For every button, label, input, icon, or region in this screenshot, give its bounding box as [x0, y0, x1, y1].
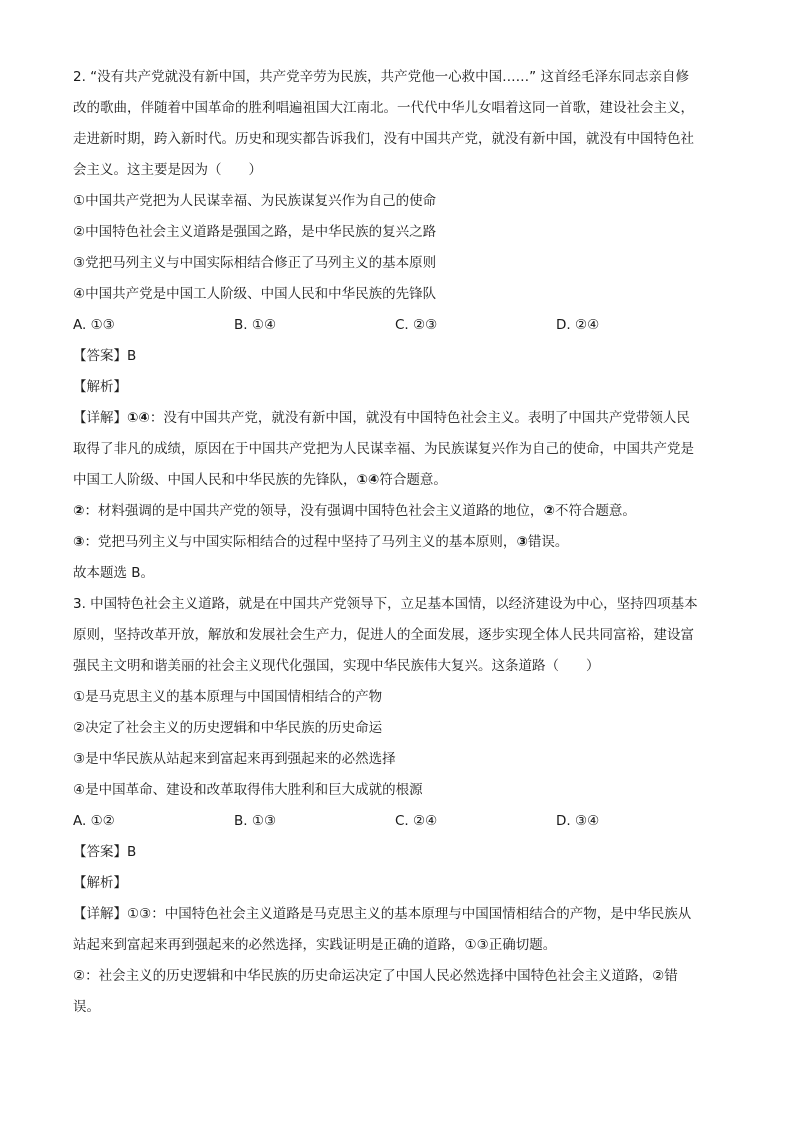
detail-label: 【详解】 — [73, 410, 127, 426]
q2-detail-line — [73, 465, 721, 496]
q3-statement-1: ①是马克思主义的基本原理与中国国情相结合的产物 — [73, 689, 383, 705]
q3-answer — [73, 837, 721, 868]
q3-option-b: B. ①③ — [234, 813, 277, 829]
q3-stem-line: 原则，坚持改革开放，解放和发展社会生产力，促进人的全面发展，逐步实现全体人民共同富裕，建设富 — [73, 627, 694, 643]
q3-detail-line — [73, 899, 721, 930]
detail-text: 中国工人阶级、中国人民和中华民族的先锋队， — [73, 472, 357, 488]
answer-value: B — [127, 348, 137, 364]
question-3 — [73, 589, 721, 1023]
q2-option-b: B. ①④ — [234, 317, 277, 333]
detail-key: ①④ — [127, 410, 150, 426]
q3-stem-line: 3. 中国特色社会主义道路，就是在中国共产党领导下，立足基本国情，以经济建设为中心，坚持四项基本 — [73, 596, 698, 612]
q2-statement-3: ③党把马列主义与中国实际相结合修正了马列主义的基本原则 — [73, 255, 437, 271]
q2-analysis-label: 【解析】 — [73, 379, 127, 395]
q3-analysis-label: 【解析】 — [73, 875, 127, 891]
detail-text: ：没有中国共产党，就没有新中国，就没有中国特色社会主义。表明了中国共产党带领人民 — [149, 410, 690, 426]
q2-detail-3 — [73, 527, 721, 558]
detail-key: ③ — [73, 534, 85, 550]
detail-key: ② — [543, 503, 555, 519]
q2-detail-line: 取得了非凡的成绩，原因在于中国共产党把为人民谋幸福、为民族谋复兴作为自己的使命，中国共产党是 — [73, 441, 694, 457]
q2-answer — [73, 341, 721, 372]
q3-detail-line: 站起来到富起来再到强起来的必然选择，实践证明是正确的道路，①③正确切题。 — [73, 937, 557, 953]
detail-key: ② — [73, 503, 85, 519]
document-content — [73, 62, 721, 1023]
question-2 — [73, 62, 721, 589]
q2-statement-2: ②中国特色社会主义道路是强国之路，是中华民族的复兴之路 — [73, 224, 437, 240]
detail-text: ：材料强调的是中国共产党的领导，没有强调中国特色社会主义道路的地位， — [84, 503, 544, 519]
detail-label: 【详解】 — [73, 906, 127, 922]
q3-option-c: C. ②④ — [395, 813, 438, 829]
q3-statement-3: ③是中华民族从站起来到富起来再到强起来的必然选择 — [73, 751, 396, 767]
q3-statement-2: ②决定了社会主义的历史逻辑和中华民族的历史命运 — [73, 720, 383, 736]
q2-stem-line: 走进新时期，跨入新时代。历史和现实都告诉我们，没有中国共产党，就没有新中国，就没有中国特色社 — [73, 131, 694, 147]
detail-text: 错误。 — [527, 534, 569, 550]
q3-detail-2-line: 误。 — [73, 999, 100, 1015]
q3-stem-line: 强民主文明和谐美丽的社会主义现代化强国，实现中华民族伟大复兴。这条道路（ ） — [73, 658, 600, 674]
answer-label: 【答案】 — [73, 348, 127, 364]
q2-statement-1: ①中国共产党把为人民谋幸福、为民族谋复兴作为自己的使命 — [73, 193, 437, 209]
q3-option-a: A. ①② — [73, 813, 115, 829]
q3-option-d: D. ③④ — [556, 813, 600, 829]
detail-key: ①④ — [356, 472, 380, 488]
detail-text: ：党把马列主义与中国实际相结合的过程中坚持了马列主义的基本原则， — [84, 534, 517, 550]
answer-value: B — [127, 844, 137, 860]
q2-option-d: D. ②④ — [556, 317, 600, 333]
detail-key: ③ — [516, 534, 528, 550]
q3-options — [73, 806, 721, 837]
q3-statement-4: ④是中国革命、建设和改革取得伟大胜利和巨大成就的根源 — [73, 782, 423, 798]
answer-label: 【答案】 — [73, 844, 127, 860]
q2-option-c: C. ②③ — [395, 317, 438, 333]
q2-detail-line — [73, 403, 721, 434]
q2-options — [73, 310, 721, 341]
q2-detail-2 — [73, 496, 721, 527]
q2-option-a: A. ①③ — [73, 317, 115, 333]
detail-text: ①③：中国特色社会主义道路是马克思主义的基本原理与中国国情相结合的产物，是中华民族从 — [127, 906, 692, 922]
q2-stem-line: 改的歌曲，伴随着中国革命的胜利唱遍祖国大江南北。一代代中华儿女唱着这同一首歌，建设社会主义， — [73, 100, 694, 116]
q3-detail-2-line: ②：社会主义的历史逻辑和中华民族的历史命运决定了中国人民必然选择中国特色社会主义道路，②错 — [73, 968, 678, 984]
q2-stem-line: 2. “没有共产党就没有新中国，共产党辛劳为民族，共产党他一心救中国……” 这首经毛泽东同志亲自修 — [73, 69, 689, 85]
detail-text: 符合题意。 — [379, 472, 447, 488]
detail-text: 不符合题意。 — [554, 503, 636, 519]
q2-stem-line: 会主义。这主要是因为（ ） — [73, 162, 262, 178]
q2-statement-4: ④中国共产党是中国工人阶级、中国人民和中华民族的先锋队 — [73, 286, 437, 302]
q2-conclusion: 故本题选 B。 — [73, 565, 155, 581]
